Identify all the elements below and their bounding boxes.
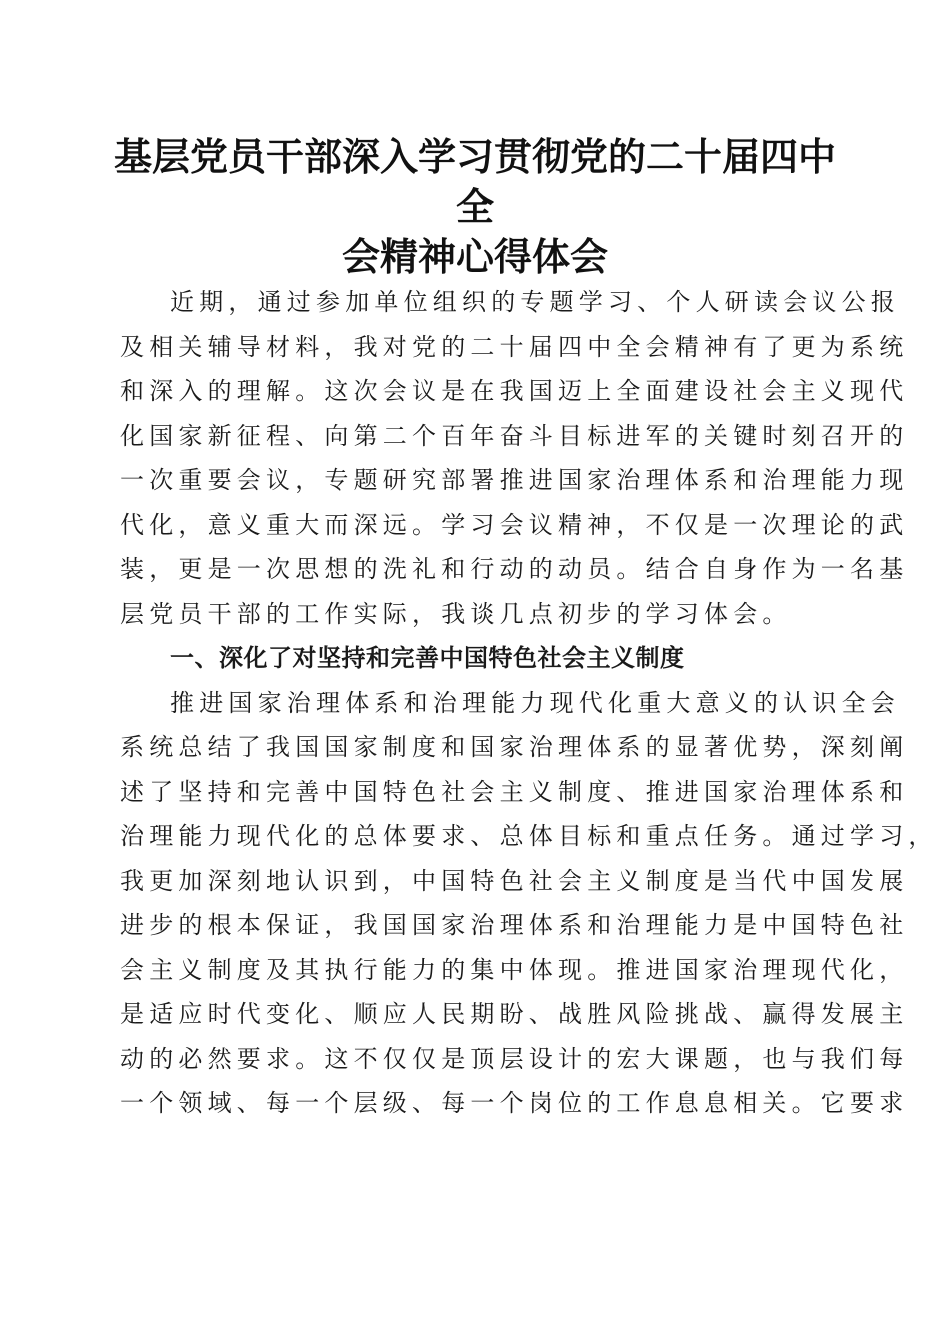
paragraph-section-1 (120, 681, 938, 1126)
text-line: 进步的根本保证，我国国家治理体系和治理能力是中国特色社 (120, 911, 909, 939)
text-line: 和深入的理解。这次会议是在我国迈上全面建设社会主义现代 (120, 377, 909, 405)
title-line-1: 基层党员干部深入学习贯彻党的二十届四中全 (113, 134, 836, 229)
title-line-2: 会精神心得体会 (341, 234, 608, 279)
text-line: 我更加深刻地认识到，中国特色社会主义制度是当代中国发展 (120, 866, 909, 895)
text-line: 层党员干部的工作实际，我谈几点初步的学习体会。 (120, 599, 792, 628)
text-line: 一个领域、每一个层级、每一个岗位的工作息息相关。它要求 (120, 1089, 909, 1117)
text-line: 及相关辅导材料，我对党的二十届四中全会精神有了更为系统 (120, 332, 909, 361)
text-line: 近期，通过参加单位组织的专题学习、个人研读会议公报 (170, 288, 900, 316)
text-line: 述了坚持和完善中国特色社会主义制度、推进国家治理体系和 (120, 777, 909, 806)
text-line: 是适应时代变化、顺应人民期盼、战胜风险挑战、赢得发展主 (120, 1000, 909, 1028)
text-line: 治理能力现代化的总体要求、总体目标和重点任务。通过学习， (120, 822, 938, 850)
text-line: 代化，意义重大而深远。学习会议精神，不仅是一次理论的武 (120, 510, 909, 539)
text-line: 推进国家治理体系和治理能力现代化重大意义的认识全会 (170, 688, 900, 717)
text-line: 动的必然要求。这不仅仅是顶层设计的宏大课题，也与我们每 (120, 1044, 909, 1073)
text-line: 装，更是一次思想的洗礼和行动的动员。结合自身作为一名基 (120, 555, 909, 583)
document-body (120, 280, 938, 1126)
text-line: 化国家新征程、向第二个百年奋斗目标进军的关键时刻召开的 (120, 421, 909, 450)
text-line: 系统总结了我国国家制度和国家治理体系的显著优势，深刻阐 (120, 733, 909, 761)
text-line: 会主义制度及其执行能力的集中体现。推进国家治理现代化， (120, 955, 909, 984)
paragraph-intro (120, 280, 909, 636)
section-heading-1: 一、深化了对坚持和完善中国特色社会主义制度 (170, 644, 685, 672)
document-title (100, 132, 850, 282)
text-line: 一次重要会议，专题研究部署推进国家治理体系和治理能力现 (120, 466, 909, 494)
